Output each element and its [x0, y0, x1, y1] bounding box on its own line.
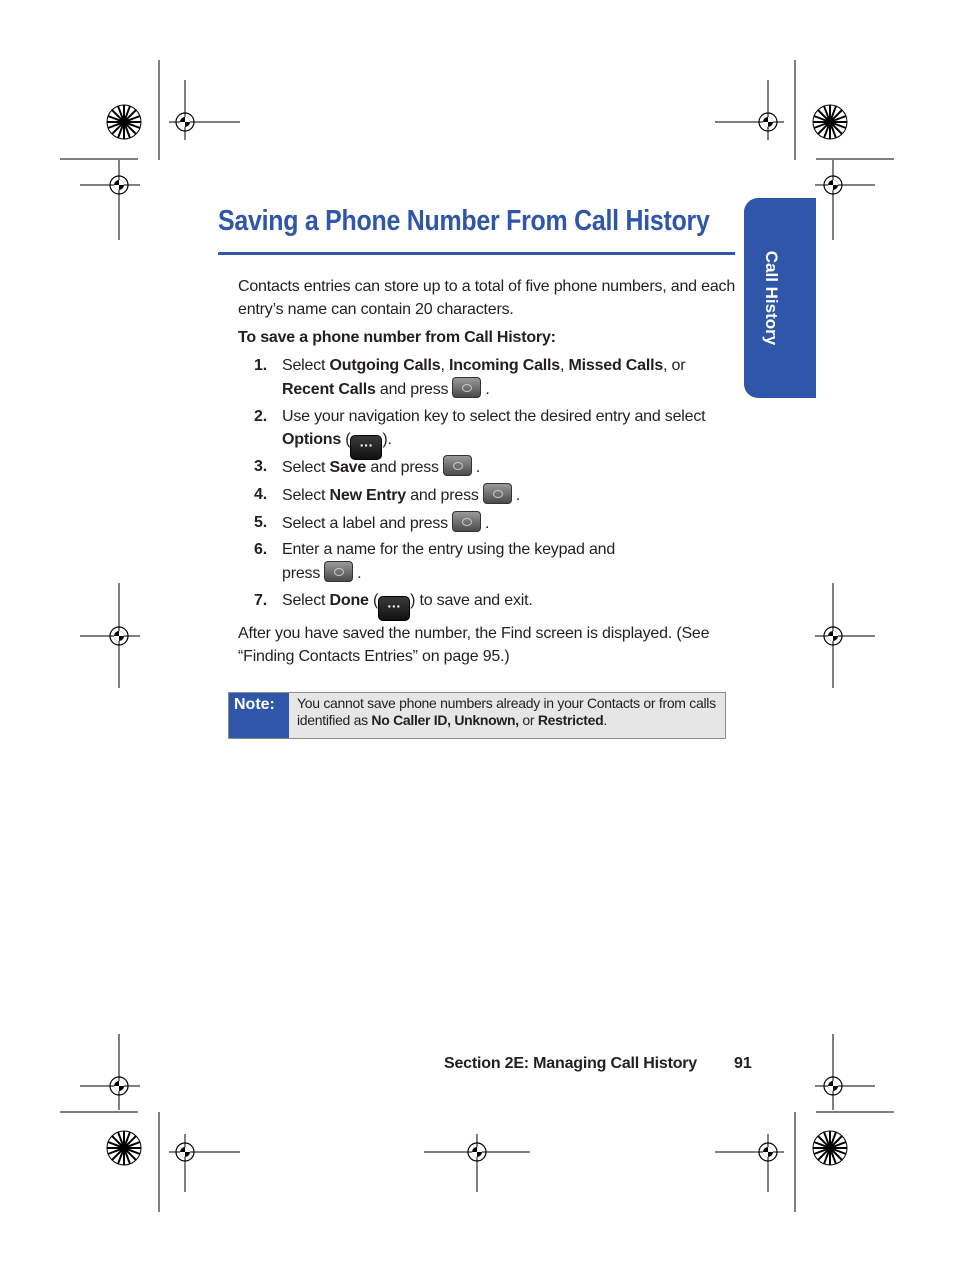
menu-ok-key-icon	[443, 455, 472, 476]
step-text-part: ,	[440, 357, 449, 374]
step-number: 2.	[254, 408, 267, 425]
note-bold-term: No Caller ID, Unknown,	[371, 712, 519, 728]
step-text-part: .	[515, 487, 520, 504]
menu-option: Missed Calls	[568, 357, 664, 374]
note-text	[297, 695, 717, 729]
step-text-part: press	[282, 565, 321, 582]
note-line: You cannot save phone numbers already in your Contacts or from calls	[297, 695, 716, 711]
note-line-part: identified as	[297, 712, 372, 728]
after-paragraph	[238, 622, 738, 668]
step-text-part: Select	[282, 592, 330, 609]
step-text	[282, 455, 722, 479]
note-line-part: .	[603, 712, 607, 728]
menu-ok-key-icon	[483, 483, 512, 504]
step-text	[282, 511, 722, 535]
step-number: 6.	[254, 541, 267, 558]
step-text-part: .	[485, 381, 490, 398]
footer-section-title: Section 2E: Managing Call History	[444, 1055, 698, 1072]
step-text-part: Select a label and press	[282, 515, 448, 532]
step-text-part: .	[484, 515, 490, 532]
menu-option: Recent Calls	[282, 381, 376, 398]
step-text-part: Enter a name for the entry using the keypad and	[282, 541, 616, 558]
title-rule	[218, 252, 735, 255]
step-1	[238, 354, 738, 400]
step-number: 5.	[254, 514, 267, 531]
step-text-part: and press	[375, 381, 449, 398]
menu-option: Incoming Calls	[449, 357, 560, 374]
step-text-part: ).	[382, 431, 392, 448]
menu-option: New Entry	[329, 487, 406, 504]
step-text-part: and press	[366, 459, 439, 476]
step-number: 3.	[254, 458, 267, 475]
menu-option: Done	[329, 592, 369, 609]
step-text-part: (	[368, 592, 379, 609]
step-text-part: Select	[282, 357, 330, 374]
note-bold-term: Restricted	[537, 712, 604, 728]
note-box	[228, 692, 726, 739]
step-text	[282, 405, 722, 460]
side-tab-label: Call History	[762, 250, 781, 346]
menu-option: Outgoing Calls	[329, 357, 441, 374]
menu-ok-key-icon	[452, 377, 481, 398]
menu-option: Options	[282, 431, 342, 448]
step-text	[282, 354, 722, 401]
step-number: 4.	[254, 486, 267, 503]
step-text-part: and press	[405, 487, 479, 504]
menu-ok-key-icon	[452, 511, 481, 532]
step-text-part: Select	[282, 459, 330, 476]
step-number: 7.	[254, 592, 267, 609]
step-text-part: .	[357, 565, 362, 582]
step-text-part: ) to save and exit.	[410, 592, 533, 609]
menu-ok-key-icon	[324, 561, 353, 582]
step-text-part: (	[341, 431, 351, 448]
step-text-part: Use your navigation key to select the desired entry and select	[282, 408, 706, 425]
menu-option: Save	[329, 459, 367, 476]
step-text	[282, 589, 722, 621]
after-line: “Finding Contacts Entries” on page 95.)	[238, 648, 510, 665]
step-text-part: ,	[560, 357, 569, 374]
procedure-heading: To save a phone number from Call History:	[238, 329, 556, 346]
options-softkey-icon: ···	[350, 435, 382, 460]
step-6	[238, 538, 738, 584]
page-number: 91	[734, 1055, 752, 1072]
intro-paragraph: Contacts entries can store up to a total of five phone numbers, and each entry’s name can contain 20 characters.	[238, 278, 736, 318]
options-softkey-icon: ···	[378, 596, 410, 621]
step-2	[238, 405, 738, 451]
step-text	[282, 538, 722, 585]
step-text-part: Select	[282, 487, 330, 504]
page-title: Saving a Phone Number From Call History	[218, 205, 710, 237]
step-text-part: .	[475, 459, 481, 476]
after-line: After you have saved the number, the Find screen is displayed. (See	[238, 625, 710, 642]
step-text	[282, 483, 722, 507]
note-label: Note:	[229, 693, 289, 738]
note-line-part: or	[518, 712, 538, 728]
step-text-part: , or	[663, 357, 686, 374]
step-number: 1.	[254, 357, 267, 374]
